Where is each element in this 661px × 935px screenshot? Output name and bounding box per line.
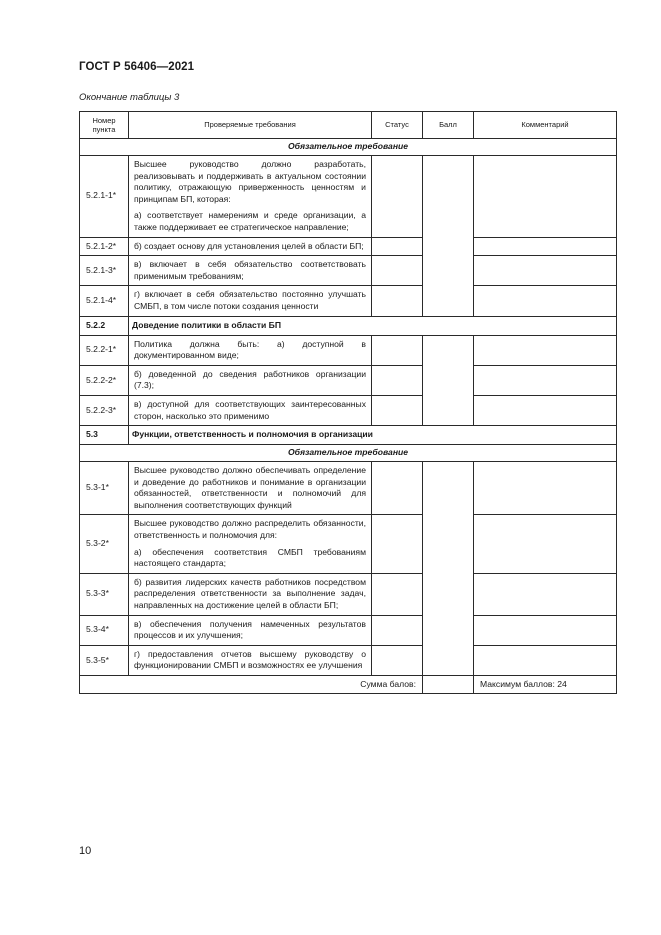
item-number: 5.2.1-1* <box>80 156 129 238</box>
status-cell[interactable] <box>372 462 423 515</box>
table-row <box>80 156 617 238</box>
col-header-requirements: Проверяемые требования <box>129 112 372 139</box>
score-cell[interactable] <box>423 156 474 317</box>
score-cell[interactable] <box>423 462 474 676</box>
item-number: 5.3-1* <box>80 462 129 515</box>
requirement-text: в) включает в себя обязательство соответствовать применимым требованиям; <box>129 256 372 286</box>
item-number: 5.3-5* <box>80 645 129 675</box>
table-row <box>80 256 617 286</box>
section-title: Обязательное требование <box>80 139 617 156</box>
status-cell[interactable] <box>372 256 423 286</box>
sum-label: Сумма балов: <box>80 676 423 694</box>
table-row <box>80 573 617 615</box>
status-cell[interactable] <box>372 615 423 645</box>
score-cell[interactable] <box>423 335 474 426</box>
comment-cell[interactable] <box>474 573 617 615</box>
max-score-label: Максимум баллов: 24 <box>474 676 617 694</box>
item-number: 5.3-3* <box>80 573 129 615</box>
status-cell[interactable] <box>372 335 423 365</box>
comment-cell[interactable] <box>474 335 617 365</box>
item-number: 5.2.1-2* <box>80 237 129 256</box>
item-number: 5.2.2-2* <box>80 365 129 395</box>
subsection-number: 5.3 <box>80 426 129 445</box>
table-row <box>80 395 617 425</box>
subsection-row-5-2-2 <box>80 316 617 335</box>
requirement-text: в) обеспечения получения намеченных результатов процессов и их улучшения; <box>129 615 372 645</box>
section-title: Обязательное требование <box>80 445 617 462</box>
comment-cell[interactable] <box>474 462 617 515</box>
item-number: 5.2.2-3* <box>80 395 129 425</box>
section-row-mandatory <box>80 445 617 462</box>
table-row <box>80 237 617 256</box>
table-header-row <box>80 112 617 139</box>
subsection-title: Доведение политики в области БП <box>129 316 617 335</box>
item-number: 5.2.1-3* <box>80 256 129 286</box>
comment-cell[interactable] <box>474 515 617 573</box>
status-cell[interactable] <box>372 515 423 573</box>
comment-cell[interactable] <box>474 237 617 256</box>
item-number: 5.2.1-4* <box>80 286 129 316</box>
status-cell[interactable] <box>372 365 423 395</box>
status-cell[interactable] <box>372 286 423 316</box>
table-caption: Окончание таблицы 3 <box>79 92 180 103</box>
requirement-text: Политика должна быть: а) доступной в документированном виде; <box>129 335 372 365</box>
status-cell[interactable] <box>372 237 423 256</box>
item-number: 5.2.2-1* <box>80 335 129 365</box>
col-header-status: Статус <box>372 112 423 139</box>
total-score-cell[interactable] <box>423 676 474 694</box>
table-row <box>80 286 617 316</box>
requirement-text: Высшее руководство должно распределить обязанности, ответственность и полномочия для: а) обеспечения соответствия СМБП требованиям настоящего стандарта; <box>129 515 372 573</box>
requirement-text: г) включает в себя обязательство постоянно улучшать СМБП, в том числе потоки создания ценности <box>129 286 372 316</box>
status-cell[interactable] <box>372 573 423 615</box>
section-row-mandatory <box>80 139 617 156</box>
col-header-score: Балл <box>423 112 474 139</box>
document-header: ГОСТ Р 56406—2021 <box>79 61 195 73</box>
requirement-text: г) предоставления отчетов высшему руководству о функционировании СМБП и возможностях ее улучшения <box>129 645 372 675</box>
summary-row <box>80 676 617 694</box>
table-row <box>80 462 617 515</box>
page-number: 10 <box>79 845 92 857</box>
requirements-table <box>79 111 617 694</box>
comment-cell[interactable] <box>474 256 617 286</box>
comment-cell[interactable] <box>474 365 617 395</box>
table-row <box>80 365 617 395</box>
col-header-comment: Комментарий <box>474 112 617 139</box>
comment-cell[interactable] <box>474 395 617 425</box>
status-cell[interactable] <box>372 645 423 675</box>
requirement-text: Высшее руководство должно обеспечивать определение и доведение до работников и понимание в организации обязанностей, ответственности и полномочий для выполнения соответствующих функций <box>129 462 372 515</box>
requirement-text: б) развития лидерских качеств работников посредством распределения ответственности за выполнение задач, направленных на достижение целей в области БП; <box>129 573 372 615</box>
table-row <box>80 335 617 365</box>
item-number: 5.3-4* <box>80 615 129 645</box>
requirement-text: б) создает основу для установления целей в области БП; <box>129 237 372 256</box>
subsection-row-5-3 <box>80 426 617 445</box>
requirement-text: б) доведенной до сведения работников организации (7.3); <box>129 365 372 395</box>
table-row <box>80 515 617 573</box>
requirement-text: Высшее руководство должно разработать, реализовывать и поддерживать в актуальном состоянии политику, отражающую приверженность ценностям и принципам БП, которая: а) соответствует намерениям и среде организации, а также поддерживает ее стратегическое направление; <box>129 156 372 238</box>
requirement-text: в) доступной для соответствующих заинтересованных сторон, насколько это применимо <box>129 395 372 425</box>
table-row <box>80 615 617 645</box>
subsection-number: 5.2.2 <box>80 316 129 335</box>
comment-cell[interactable] <box>474 286 617 316</box>
comment-cell[interactable] <box>474 645 617 675</box>
subsection-title: Функции, ответственность и полномочия в организации <box>129 426 617 445</box>
status-cell[interactable] <box>372 395 423 425</box>
col-header-number: Номер пункта <box>80 112 129 139</box>
table-row <box>80 645 617 675</box>
comment-cell[interactable] <box>474 615 617 645</box>
comment-cell[interactable] <box>474 156 617 238</box>
status-cell[interactable] <box>372 156 423 238</box>
item-number: 5.3-2* <box>80 515 129 573</box>
